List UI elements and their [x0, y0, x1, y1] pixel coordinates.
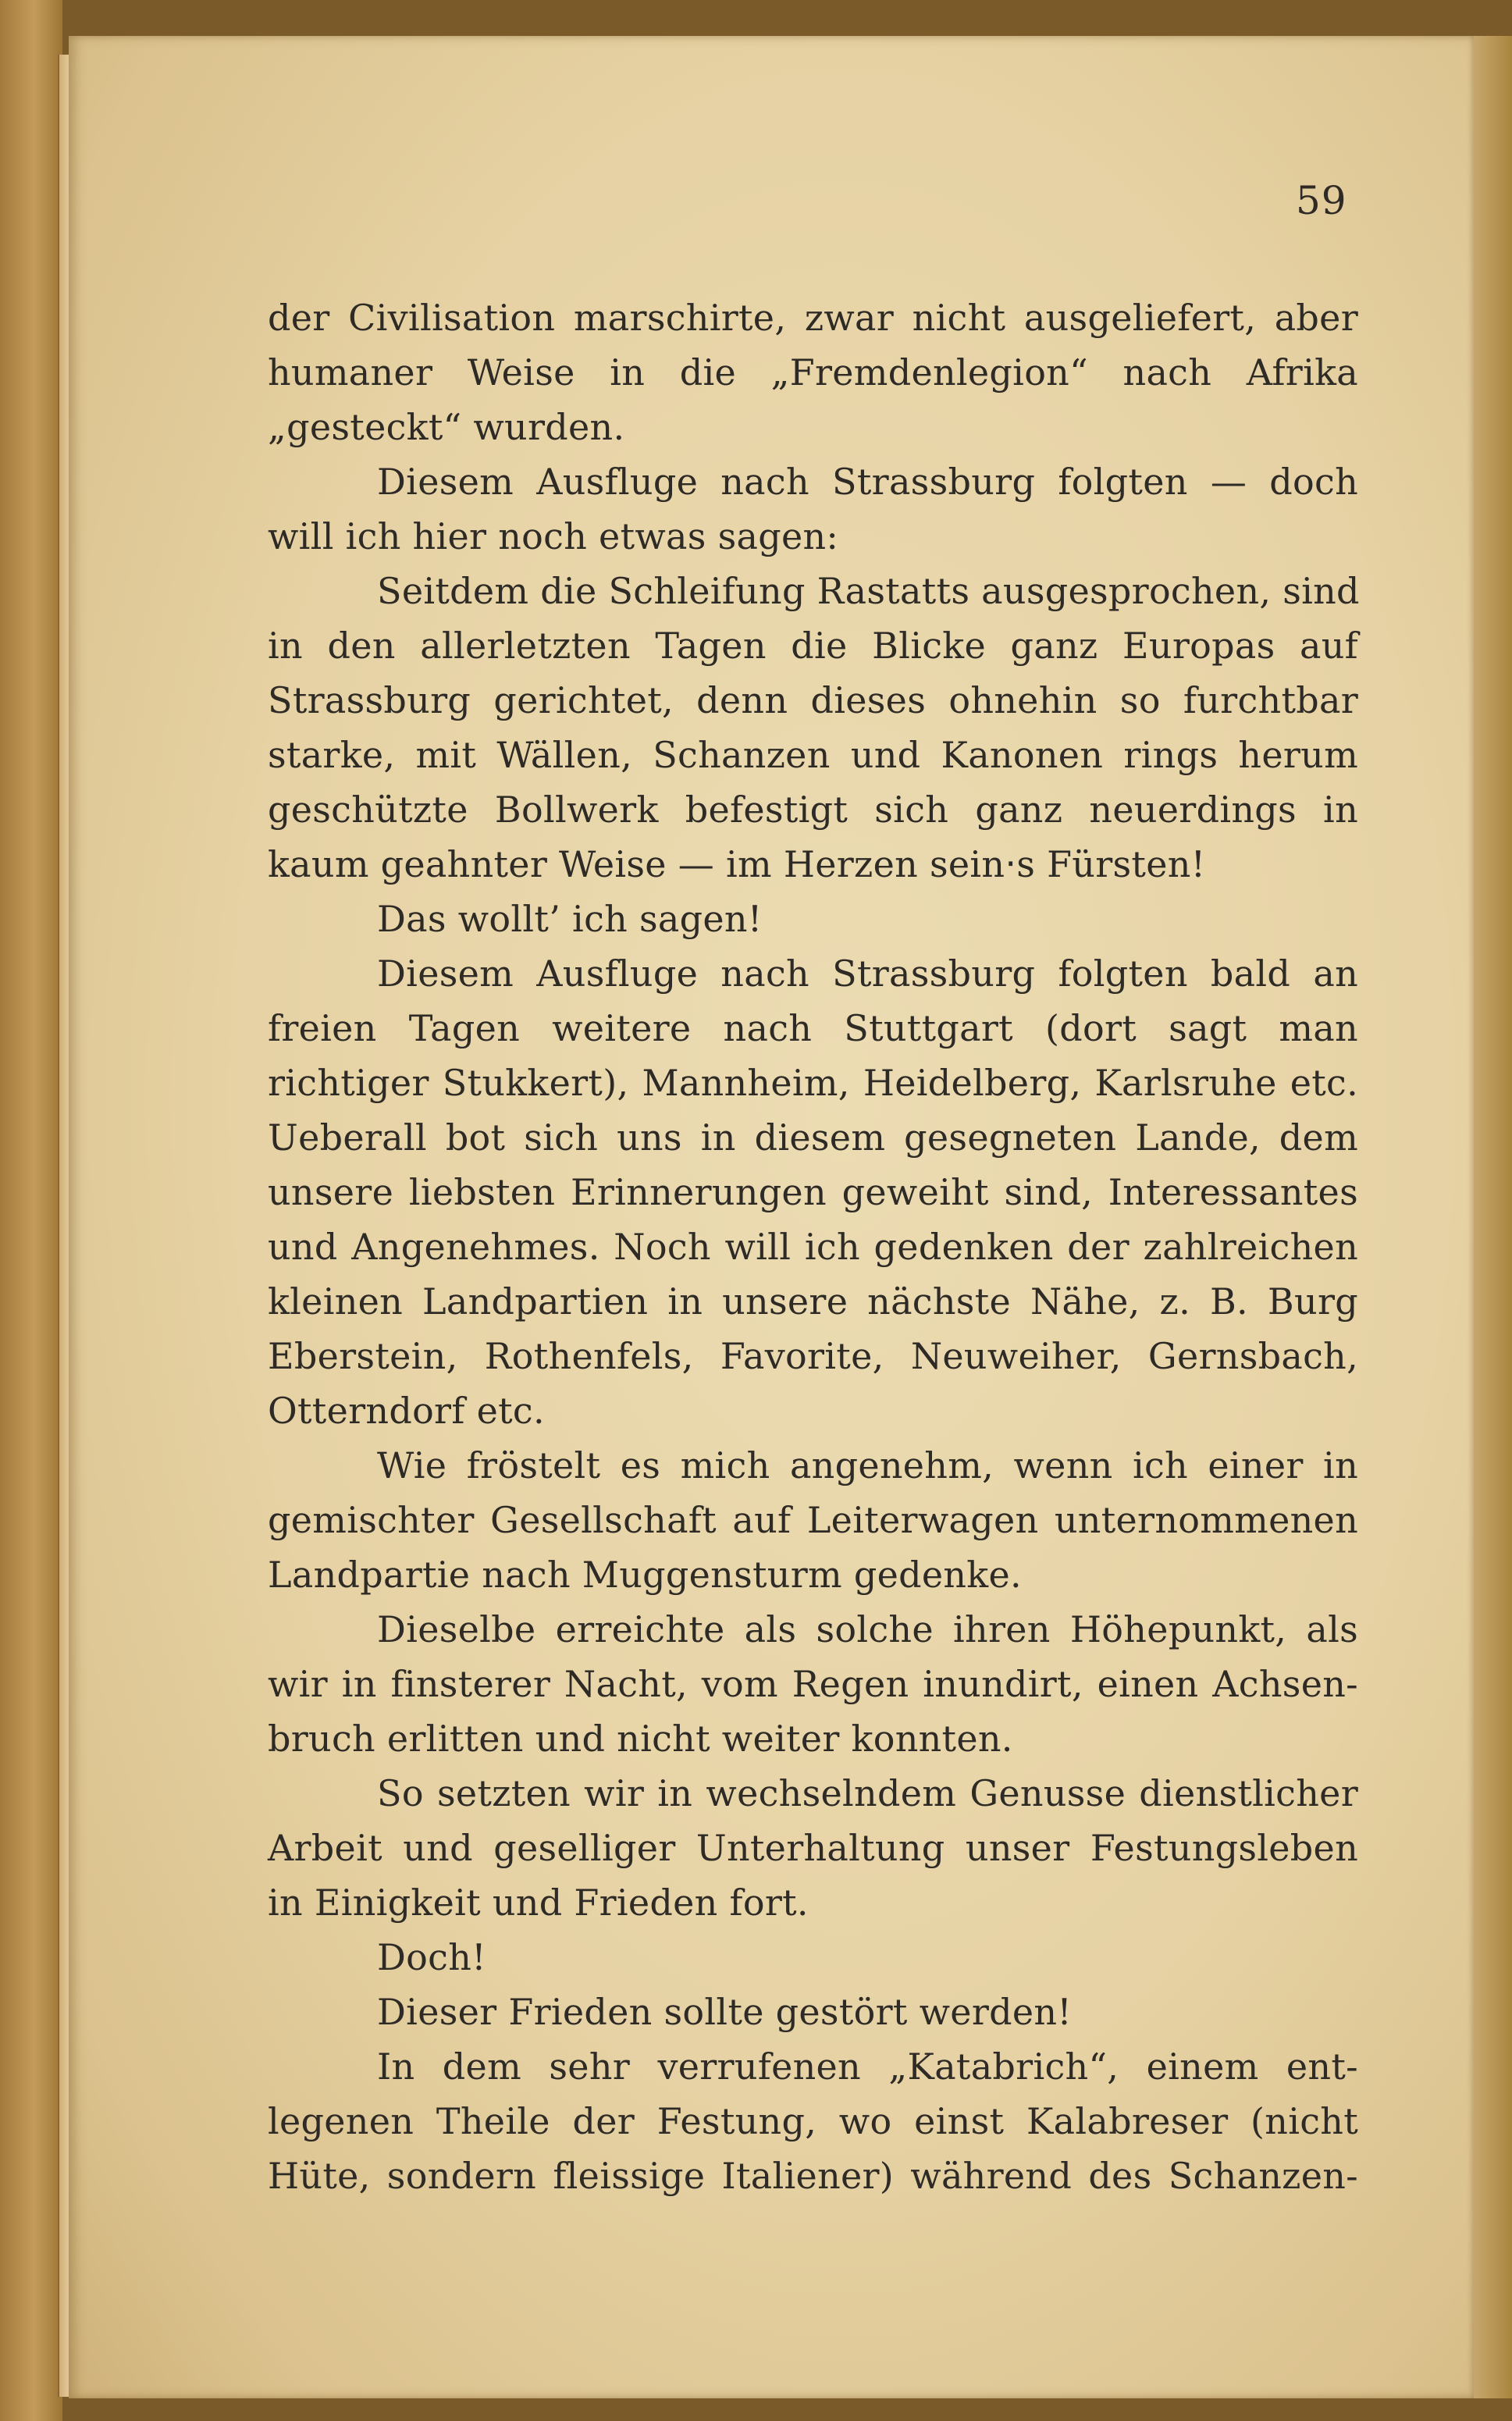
text-line: und Angenehmes. Noch will ich gedenken der zahlreichen — [268, 1226, 1358, 1268]
text-line: Diesem Ausfluge nach Strassburg folgten bald an — [377, 952, 1358, 995]
text-line: Arbeit und geselliger Unterhaltung unser Festungsleben — [268, 1827, 1358, 1869]
text-line: Eberstein, Rothenfels, Favorite, Neuweiher, Gernsbach, — [268, 1335, 1358, 1377]
text-line: legenen Theile der Festung, wo einst Kalabreser (nicht — [268, 2100, 1358, 2142]
text-line: Diesem Ausfluge nach Strassburg folgten — doch — [377, 461, 1358, 503]
text-line: Ueberall bot sich uns in diesem gesegneten Lande, dem — [268, 1116, 1358, 1159]
text-line: Dieselbe erreichte als solche ihren Höhepunkt, als — [377, 1608, 1358, 1650]
text-line: Das wollt’ ich sagen! — [377, 898, 763, 940]
text-line: kleinen Landpartien in unsere nächste Nähe, z. B. Burg — [268, 1280, 1358, 1323]
text-line: Strassburg gerichtet, denn dieses ohnehin so furchtbar — [268, 679, 1358, 721]
text-line: in Einigkeit und Frieden fort. — [268, 1882, 809, 1924]
text-line: der Civilisation marschirte, zwar nicht ausgeliefert, aber — [268, 297, 1358, 339]
previous-page-edge — [0, 0, 62, 2421]
text-line: freien Tagen weitere nach Stuttgart (dort sagt man — [268, 1007, 1358, 1049]
text-line: richtiger Stukkert), Mannheim, Heidelberg, Karlsruhe etc. — [268, 1062, 1358, 1104]
text-line: bruch erlitten und nicht weiter konnten. — [268, 1718, 1013, 1760]
text-line: Hüte, sondern fleissige Italiener) während des Schanzen- — [268, 2155, 1358, 2197]
text-line: „gesteckt“ wurden. — [268, 406, 625, 448]
text-line: in den allerletzten Tagen die Blicke ganz Europas auf — [268, 625, 1358, 667]
text-line: Landpartie nach Muggensturm gedenke. — [268, 1554, 1022, 1596]
text-line: humaner Weise in die „Fremdenlegion“ nach Afrika — [268, 351, 1358, 393]
text-line: unsere liebsten Erinnerungen geweiht sind, Interessantes — [268, 1171, 1358, 1213]
page-number: 59 — [1296, 178, 1347, 223]
text-line: Dieser Frieden sollte gestört werden! — [377, 1991, 1073, 2033]
text-line: Wie fröstelt es mich angenehm, wenn ich einer in — [377, 1444, 1358, 1486]
text-line: Seitdem die Schleifung Rastatts ausgesprochen, sind — [377, 570, 1360, 612]
text-line: So setzten wir in wechselndem Genusse dienstlicher — [377, 1772, 1358, 1814]
text-line: starke, mit Wällen, Schanzen und Kanonen rings herum — [268, 734, 1358, 776]
body-text — [268, 290, 1358, 2203]
text-line: Otterndorf etc. — [268, 1390, 545, 1432]
text-line: will ich hier noch etwas sagen: — [268, 515, 839, 557]
text-line: wir in finsterer Nacht, vom Regen inundirt, einen Achsen- — [268, 1663, 1358, 1705]
text-line: kaum geahnter Weise — im Herzen sein‧s Fürsten! — [268, 843, 1206, 885]
text-line: Doch! — [377, 1936, 486, 1978]
text-line: geschützte Bollwerk befestigt sich ganz neuerdings in — [268, 789, 1358, 831]
text-line: In dem sehr verrufenen „Katabrich“, einem ent- — [377, 2045, 1358, 2088]
text-line: gemischter Gesellschaft auf Leiterwagen unternommenen — [268, 1499, 1358, 1541]
page-right-border — [1474, 36, 1512, 2398]
